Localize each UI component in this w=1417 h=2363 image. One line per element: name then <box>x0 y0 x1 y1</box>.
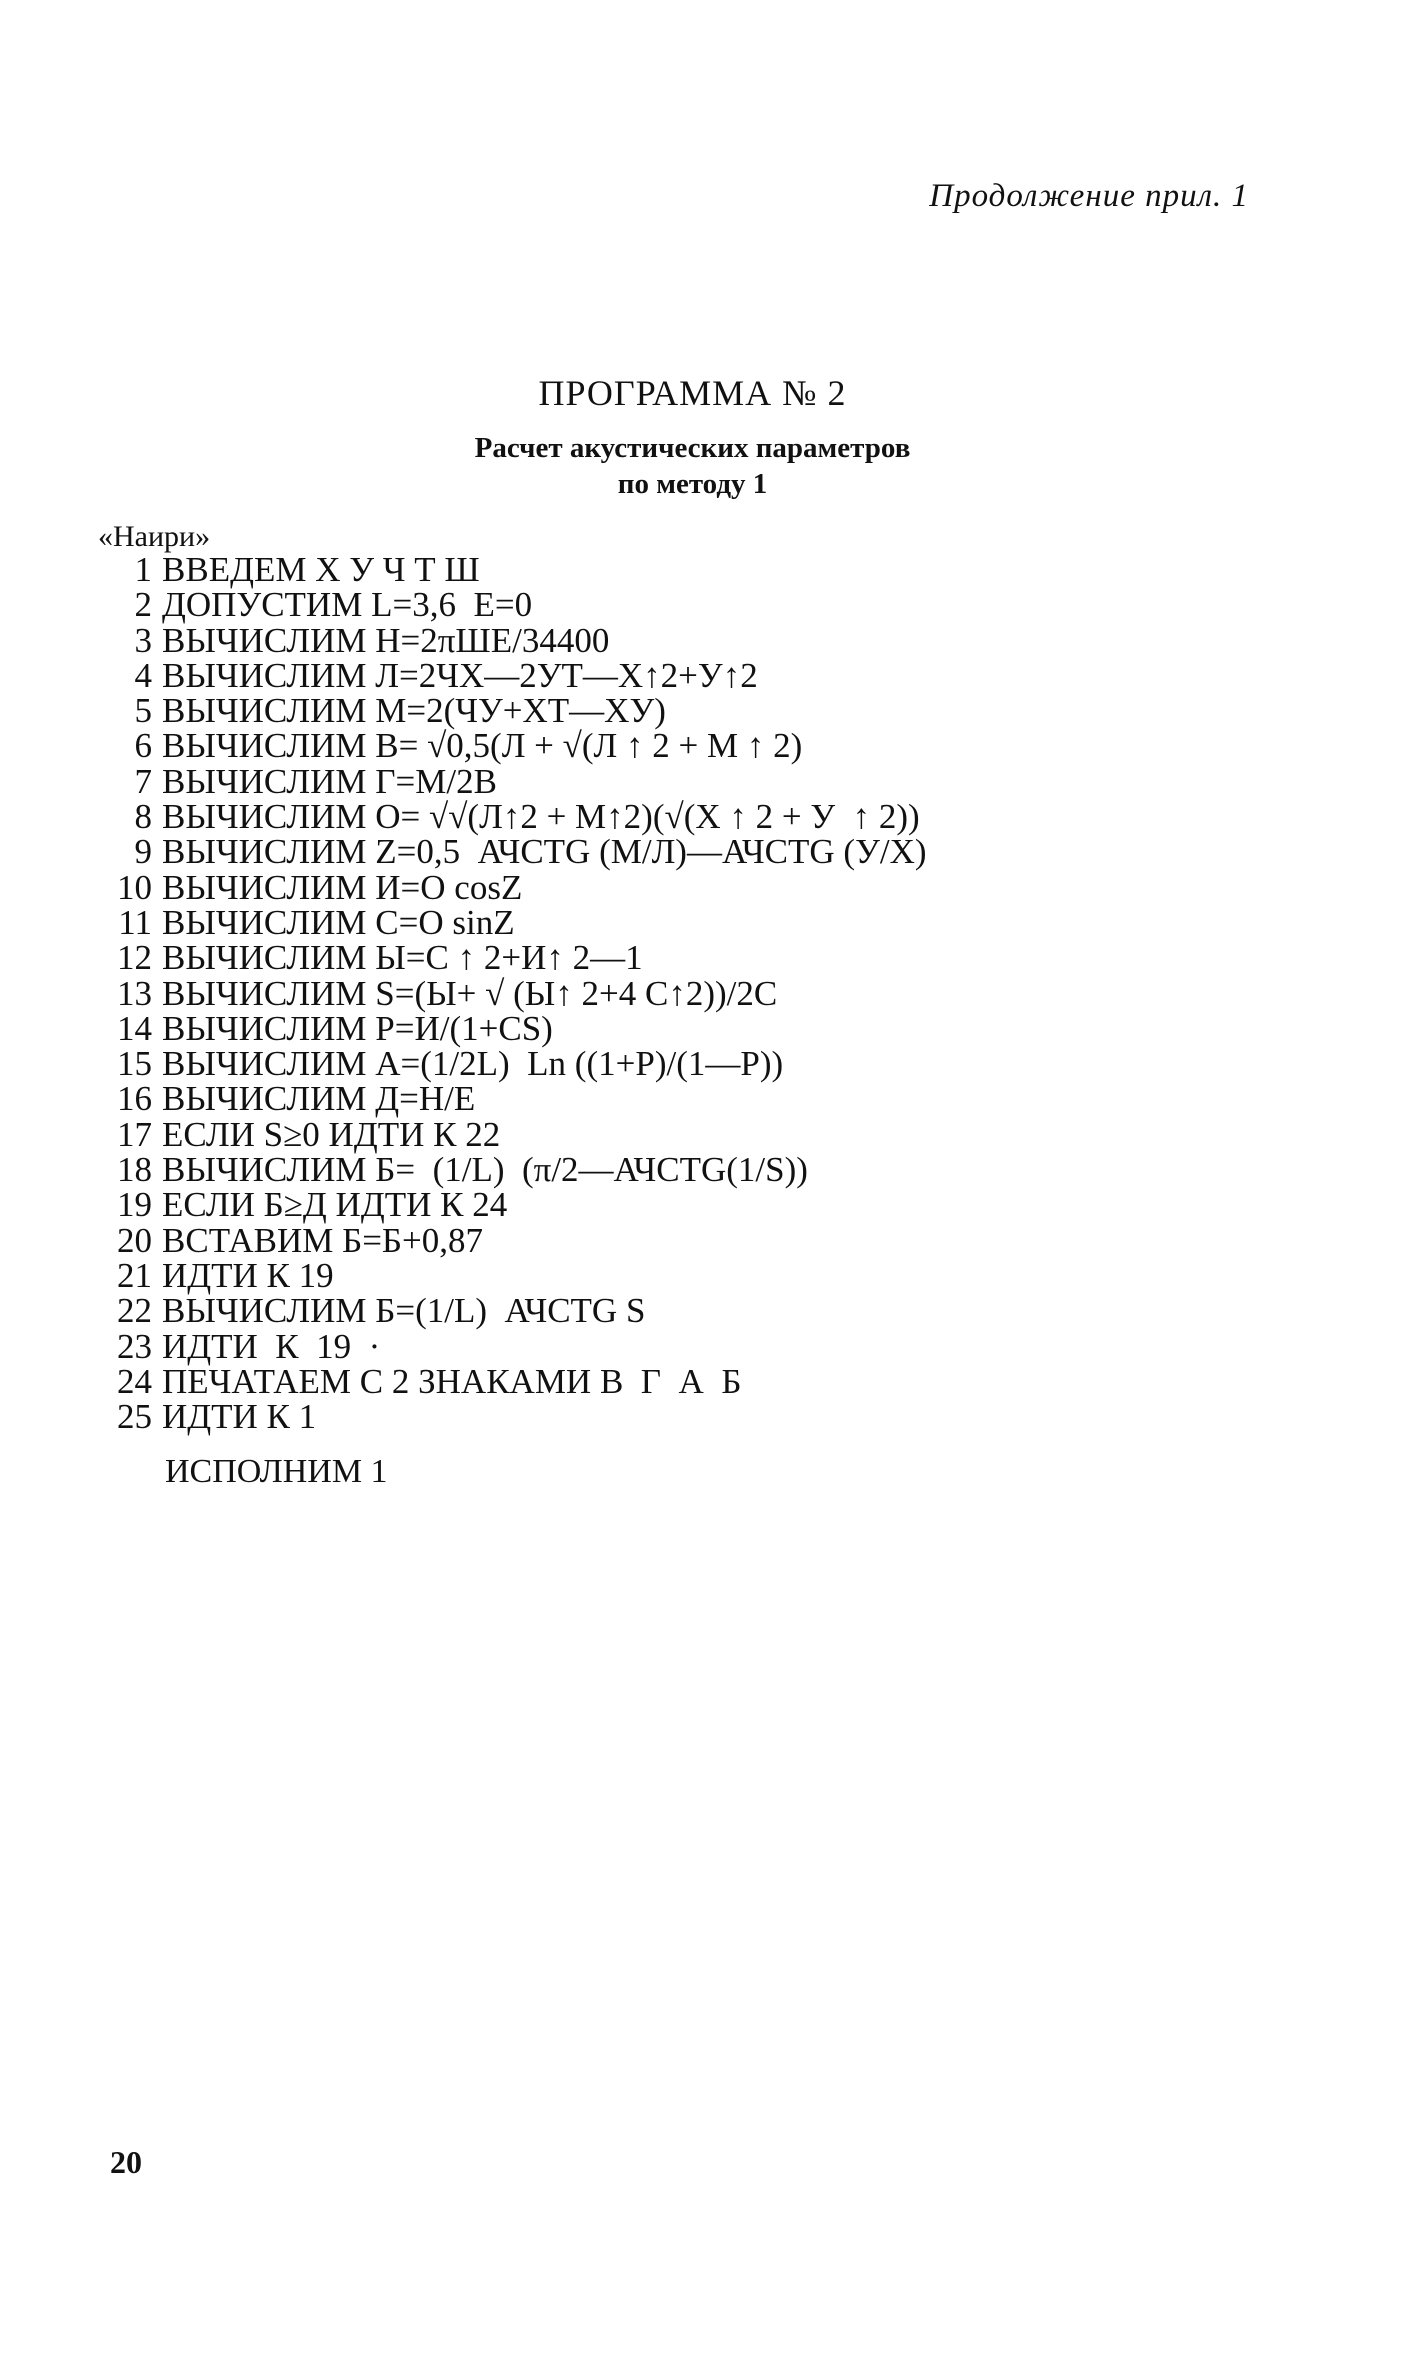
line-number: 1 <box>134 550 152 589</box>
program-line <box>108 797 927 837</box>
program-line <box>108 1255 927 1295</box>
line-code: ВЫЧИСЛИМ Д=Н/Е <box>162 1079 476 1119</box>
program-subtitle <box>0 430 1385 502</box>
line-code: ВЫЧИСЛИМ С=О sinZ <box>162 902 515 942</box>
program-line <box>108 1397 927 1437</box>
line-number: 8 <box>134 797 152 837</box>
subtitle-line-2: по методу 1 <box>617 468 768 500</box>
program-line <box>108 1079 927 1119</box>
line-code: ВЫЧИСЛИМ Z=0,5 АЧСТG (М/Л)—АЧСТG (У/Х) <box>162 832 927 872</box>
line-code: ВЫЧИСЛИМ А=(1/2L) Ln ((1+Р)/(1—Р)) <box>162 1044 784 1084</box>
line-number: 5 <box>134 691 152 731</box>
program-line <box>108 1291 927 1331</box>
line-number: 11 <box>118 902 152 942</box>
program-line <box>108 585 927 625</box>
program-line <box>108 832 927 872</box>
program-line <box>108 1044 927 1084</box>
line-code: ВСТАВИМ Б=Б+0,87 <box>162 1220 484 1260</box>
program-line <box>108 726 927 766</box>
program-line <box>108 1114 927 1154</box>
line-number: 2 <box>134 585 152 625</box>
line-number: 16 <box>117 1079 152 1119</box>
line-code: ВЫЧИСЛИМ Б= (1/L) (π/2—АЧСТG(1/S)) <box>162 1150 808 1190</box>
line-number: 6 <box>134 726 152 766</box>
line-code: ВЫЧИСЛИМ Ы=С ↑ 2+И↑ 2—1 <box>162 938 643 978</box>
line-number: 17 <box>117 1114 152 1154</box>
line-number: 12 <box>117 938 152 978</box>
line-code: ВЫЧИСЛИМ Л=2ЧХ—2УТ—Х↑2+У↑2 <box>162 655 758 695</box>
line-number: 22 <box>117 1291 152 1331</box>
line-number: 23 <box>117 1326 152 1366</box>
line-code: ДОПУСТИМ L=3,6 Е=0 <box>162 585 533 625</box>
line-code: ПЕЧАТАЕМ С 2 ЗНАКАМИ В Г А Б <box>162 1361 742 1401</box>
line-code: ВЫЧИСЛИМ Б=(1/L) АЧСТG S <box>162 1291 646 1331</box>
program-line <box>108 938 927 978</box>
system-label: «Наири» <box>98 520 211 553</box>
line-number: 21 <box>117 1255 152 1295</box>
program-line <box>108 552 927 587</box>
program-line <box>108 902 927 942</box>
program-line <box>108 620 927 660</box>
running-head: Продолжение прил. 1 <box>929 178 1249 214</box>
line-code: ИДТИ К 19 <box>162 1255 334 1295</box>
line-code: ЕСЛИ Б≥Д ИДТИ К 24 <box>162 1185 508 1225</box>
program-line <box>108 1361 927 1401</box>
line-code: ВЫЧИСЛИМ В= √0,5(Л + √(Л ↑ 2 + М ↑ 2) <box>162 726 803 766</box>
line-number: 19 <box>117 1185 152 1225</box>
line-code: ЕСЛИ S≥0 ИДТИ К 22 <box>162 1114 501 1154</box>
program-line <box>108 1220 927 1260</box>
line-code: ИДТИ К 19 · <box>162 1326 381 1366</box>
line-code: ИДТИ К 1 <box>162 1397 317 1437</box>
line-code: ВВЕДЕМ Х У Ч Т Ш <box>162 550 480 589</box>
line-number: 18 <box>117 1150 152 1190</box>
line-number: 13 <box>117 973 152 1013</box>
line-number: 7 <box>134 761 152 801</box>
program-line <box>108 1150 927 1190</box>
subtitle-line-1: Расчет акустических параметров <box>474 432 911 464</box>
line-number: 10 <box>117 867 152 907</box>
line-number: 4 <box>134 655 152 695</box>
program-line <box>108 1326 927 1366</box>
line-number: 9 <box>134 832 152 872</box>
program-line <box>108 691 927 731</box>
program-title: ПРОГРАММА № 2 <box>538 373 847 413</box>
line-number: 24 <box>117 1361 152 1401</box>
line-code: ВЫЧИСЛИМ Н=2πШЕ/34400 <box>162 620 610 660</box>
line-code: ВЫЧИСЛИМ Р=И/(1+CS) <box>162 1008 553 1048</box>
line-number: 20 <box>117 1220 152 1260</box>
program-line <box>108 867 927 907</box>
program-line <box>108 1008 927 1048</box>
line-code: ВЫЧИСЛИМ S=(Ы+ √ (Ы↑ 2+4 С↑2))/2С <box>162 973 778 1013</box>
page-number: 20 <box>110 2144 142 2180</box>
line-number: 15 <box>117 1044 152 1084</box>
run-command: ИСПОЛНИМ 1 <box>165 1453 388 1490</box>
program-line <box>108 973 927 1013</box>
program-listing <box>108 550 927 1437</box>
program-line <box>108 761 927 801</box>
line-number: 25 <box>117 1397 152 1437</box>
line-code: ВЫЧИСЛИМ Г=М/2В <box>162 761 497 801</box>
line-number: 3 <box>134 620 152 660</box>
line-code: ВЫЧИСЛИМ И=О cosZ <box>162 867 523 907</box>
program-line <box>108 655 927 695</box>
line-number: 14 <box>117 1008 152 1048</box>
line-code: ВЫЧИСЛИМ О= √√(Л↑2 + М↑2)(√(Х ↑ 2 + У ↑ 2)) <box>162 797 920 837</box>
line-code: ВЫЧИСЛИМ М=2(ЧУ+ХТ—ХУ) <box>162 691 666 731</box>
program-line <box>108 1185 927 1225</box>
